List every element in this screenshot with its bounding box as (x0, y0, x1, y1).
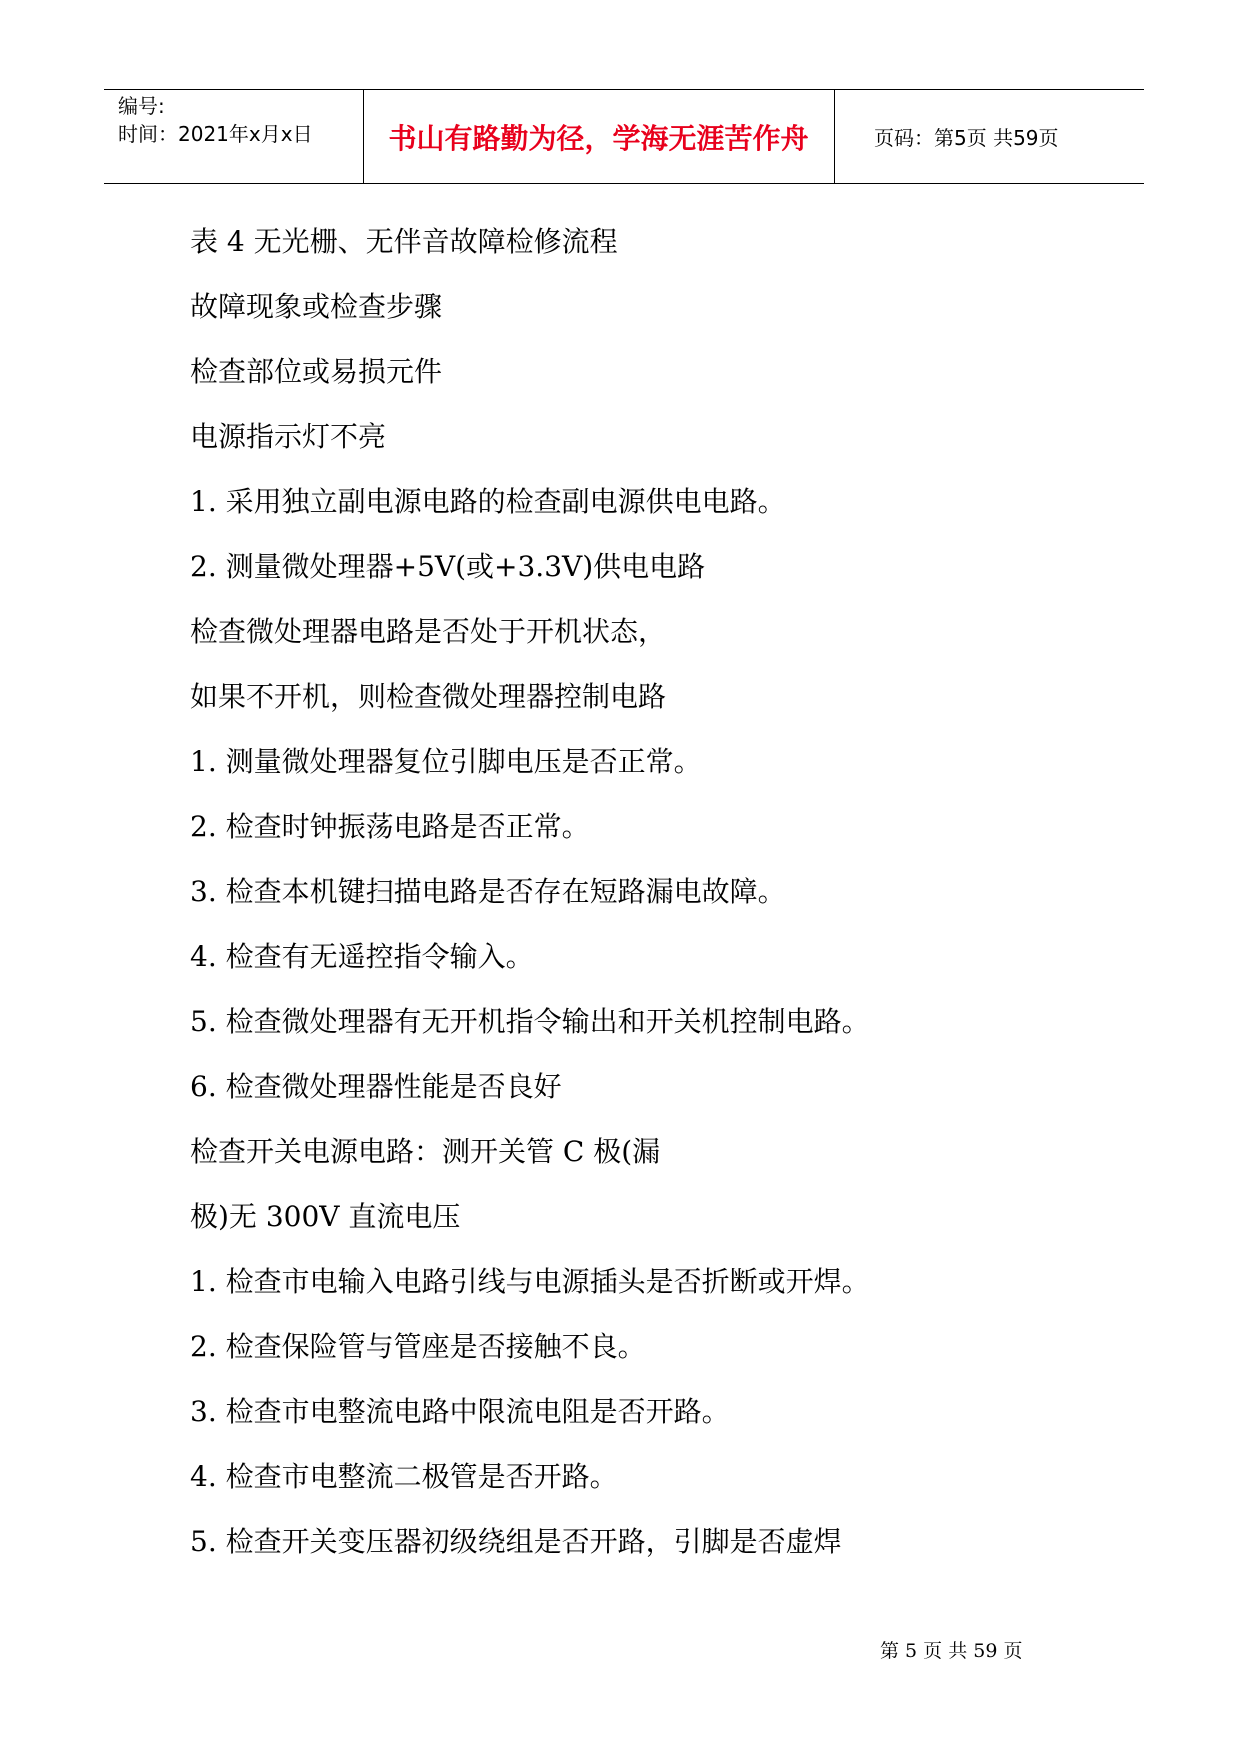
text-line: 2. 检查时钟振荡电路是否正常。 (190, 810, 590, 843)
text-line: 5. 检查开关变压器初级绕组是否开路，引脚是否虚焊 (190, 1525, 842, 1558)
text-line: 3. 检查本机键扫描电路是否存在短路漏电故障。 (190, 875, 786, 908)
header-meta (118, 92, 313, 148)
date-label: 时间：2021年x月x日 (118, 122, 313, 146)
text-line: 4. 检查有无遥控指令输入。 (190, 940, 534, 973)
text-line: 极)无 300V 直流电压 (190, 1200, 461, 1233)
text-line: 电源指示灯不亮 (190, 420, 387, 453)
header-motto: 书山有路勤为径，学海无涯苦作舟 (388, 121, 809, 155)
text-line: 1. 测量微处理器复位引脚电压是否正常。 (190, 745, 702, 778)
text-line: 2. 测量微处理器+5V(或+3.3V)供电电路 (190, 550, 706, 583)
text-line: 检查开关电源电路：测开关管 C 极(漏 (190, 1135, 661, 1168)
text-line: 1. 检查市电输入电路引线与电源插头是否折断或开焊。 (190, 1265, 870, 1298)
text-line: 6. 检查微处理器性能是否良好 (190, 1070, 562, 1103)
text-line: 4. 检查市电整流二极管是否开路。 (190, 1460, 618, 1493)
text-line: 检查部位或易损元件 (190, 355, 443, 388)
document-header (104, 89, 1144, 184)
text-line: 5. 检查微处理器有无开机指令输出和开关机控制电路。 (190, 1005, 870, 1038)
text-line: 检查微处理器电路是否处于开机状态， (190, 615, 667, 648)
header-page-number: 页码：第5页 共59页 (874, 126, 1059, 150)
serial-label: 编号: (118, 94, 165, 118)
text-line: 2. 检查保险管与管座是否接触不良。 (190, 1330, 646, 1363)
header-divider-right (834, 90, 835, 183)
text-line: 如果不开机，则检查微处理器控制电路 (190, 680, 667, 713)
text-line: 故障现象或检查步骤 (190, 290, 443, 323)
text-line: 1. 采用独立副电源电路的检查副电源供电电路。 (190, 485, 786, 518)
footer-page-number: 第 5 页 共 59 页 (880, 1640, 1023, 1662)
text-line: 3. 检查市电整流电路中限流电阻是否开路。 (190, 1395, 730, 1428)
table-title: 表 4 无光栅、无伴音故障检修流程 (190, 225, 618, 258)
